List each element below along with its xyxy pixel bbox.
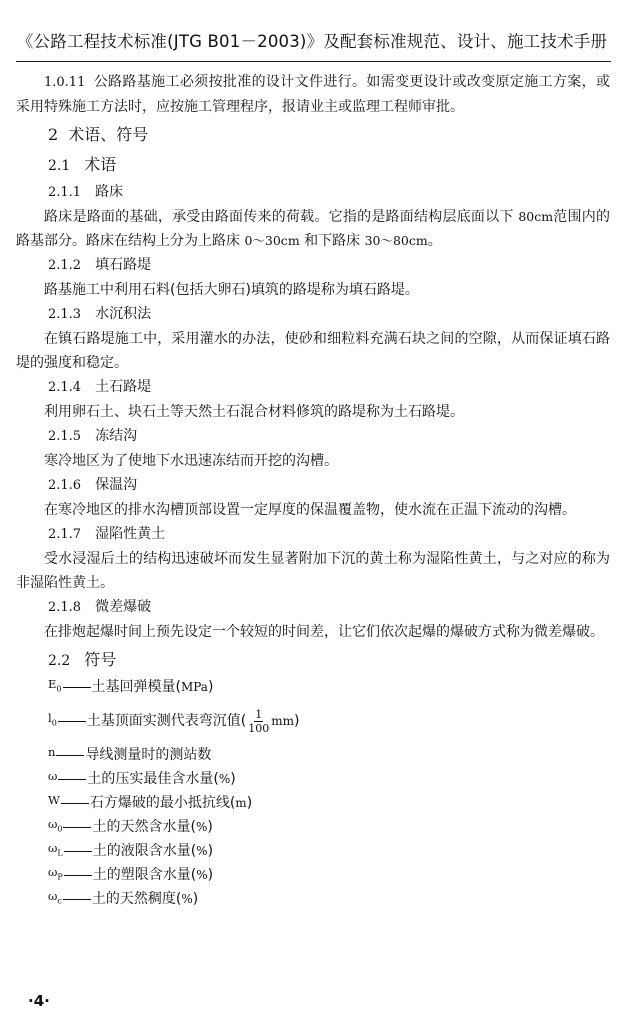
term-number: 2.1.8 — [48, 600, 82, 615]
paren-close: ) — [207, 679, 214, 695]
term-definition — [16, 205, 610, 253]
term-title: 保温沟 — [95, 477, 138, 493]
term-definition: 寒冷地区为了使地下水迅速冻结而开挖的沟槽。 — [44, 453, 338, 469]
symbol-description: 土的液限含水量( — [92, 843, 197, 859]
depth-range: 0～30cm — [244, 233, 300, 248]
term-heading — [48, 253, 610, 278]
em-dash — [58, 779, 86, 780]
term-title: 填石路堤 — [95, 257, 152, 273]
section-heading-2-2 — [48, 646, 610, 675]
term-number: 2.1.7 — [48, 527, 82, 542]
symbol-letter: ω — [48, 841, 58, 856]
symbol-row — [48, 863, 610, 887]
chapter-number: 2 — [48, 125, 59, 144]
symbol-row — [48, 815, 610, 839]
fraction-denominator: 100 — [248, 721, 270, 735]
symbol-unit: MPa — [180, 680, 208, 694]
em-dash — [64, 851, 92, 852]
section-number: 2.2 — [48, 653, 71, 669]
symbol-subscript: 0 — [57, 824, 63, 834]
term-title: 水沉积法 — [95, 306, 152, 322]
header-rule — [16, 61, 611, 62]
em-dash — [63, 827, 91, 828]
section-title: 符号 — [84, 650, 117, 669]
symbol-letter: n — [48, 745, 56, 760]
symbol-unit: mm — [271, 714, 295, 728]
chapter-heading — [48, 121, 610, 149]
em-dash — [64, 875, 92, 876]
symbol-description: 土的天然含水量( — [92, 819, 196, 835]
definition-text: 。 — [427, 233, 442, 249]
symbol-subscript: P — [57, 872, 63, 882]
symbol-unit: % — [196, 844, 208, 858]
term-definition: 受水浸湿后土的结构迅速破坏而发生显著附加下沉的黄土称为湿陷性黄土，与之对应的称为非湿陷性黄土。 — [16, 551, 610, 591]
term-definition: 在寒冷地区的排水沟槽顶部设置一定厚度的保温覆盖物，使水流在正温下流动的沟槽。 — [44, 502, 576, 518]
symbol-subscript: L — [57, 848, 63, 858]
term-heading — [48, 375, 610, 400]
symbol-subscript: c — [57, 896, 62, 906]
depth-value: 80cm — [518, 209, 554, 224]
symbol-row — [48, 699, 610, 743]
term-definition: 在镇石路堤施工中，采用灌水的办法，使砂和细粒料充满石块之间的空隙，从而保证填石路堤的强度和稳定。 — [16, 331, 610, 371]
clause-number: 1.0.11 — [44, 75, 86, 90]
symbol-description: 土的压实最佳含水量( — [87, 771, 219, 787]
symbol-description: 土的天然稠度( — [91, 891, 182, 907]
paren-close: ) — [294, 713, 300, 729]
symbol-description: 导线测量时的测站数 — [85, 747, 212, 763]
em-dash — [63, 687, 91, 688]
symbol-row — [48, 675, 610, 699]
term-number: 2.1.3 — [48, 307, 82, 322]
paren-close: ) — [207, 819, 213, 835]
symbol-unit: % — [196, 868, 208, 882]
term-title: 土石路堤 — [95, 379, 152, 395]
symbol-letter: ω — [48, 889, 58, 904]
term-heading — [48, 180, 610, 205]
symbol-unit: % — [181, 892, 193, 906]
symbol-description: 土基回弹模量( — [91, 679, 181, 695]
paren-close: ) — [207, 867, 214, 883]
symbol-description: 石方爆破的最小抵抗线( — [89, 795, 236, 811]
term-heading — [48, 424, 610, 449]
em-dash — [61, 803, 89, 804]
em-dash — [63, 899, 91, 900]
symbol — [48, 672, 62, 701]
term-heading — [48, 302, 610, 327]
clause-text: 公路路基施工必须按批准的设计文件进行。如需变更设计或改变原定施工方案，或采用特殊施工方法时，应按施工管理程序，报请业主或监理工程师审批。 — [16, 74, 610, 115]
symbol-unit: % — [218, 772, 231, 786]
section-heading-2-1 — [48, 151, 610, 180]
definition-text: 范围内的路基部分。路床在结构上分为上路床 — [16, 209, 611, 249]
em-dash — [58, 721, 86, 722]
term-number: 2.1.1 — [48, 185, 82, 200]
running-header: 《公路工程技术标准(JTG B01－2003)》及配套标准规范、设计、施工技术手册 — [16, 32, 608, 51]
term-title: 湿陷性黄土 — [95, 526, 166, 542]
symbol-description: 土基顶面实测代表弯沉值( — [86, 713, 247, 729]
term-heading — [48, 522, 610, 547]
clause-1-0-11 — [16, 70, 610, 119]
term-heading — [48, 595, 610, 620]
term-title: 冻结沟 — [95, 428, 138, 444]
symbol-row — [48, 839, 610, 863]
term-definition: 路基施工中利用石料(包括大卵石)填筑的路堤称为填石路堤。 — [44, 282, 419, 298]
section-number: 2.1 — [48, 158, 71, 174]
symbol-letter: ω — [48, 769, 58, 784]
symbol-subscript: 0 — [51, 718, 57, 728]
paren-close: ) — [230, 771, 236, 787]
paren-close: ) — [246, 795, 253, 811]
em-dash — [56, 755, 84, 756]
depth-range: 30～80cm — [364, 233, 428, 248]
symbol-row — [48, 743, 610, 767]
term-definition: 利用卵石土、块石土等天然土石混合材料修筑的路堤称为土石路堤。 — [44, 404, 464, 420]
term-title: 路床 — [95, 184, 124, 200]
symbol-description: 土的塑限含水量( — [92, 867, 197, 883]
page-number: ·4· — [28, 992, 50, 1010]
term-number: 2.1.6 — [48, 478, 82, 493]
symbol-letter: E — [48, 677, 57, 692]
definition-text: 路床是路面的基础，承受由路面传来的荷载。它指的是路面结构层底面以下 — [44, 209, 514, 225]
paren-close: ) — [207, 843, 214, 859]
symbol-unit: m — [235, 796, 247, 810]
term-number: 2.1.2 — [48, 258, 82, 273]
page-body — [16, 70, 610, 911]
symbol-letter: W — [48, 793, 60, 808]
term-number: 2.1.4 — [48, 380, 82, 395]
fraction-numerator: 1 — [255, 707, 263, 721]
symbol-unit: % — [195, 820, 208, 834]
symbol-letter: l — [48, 711, 52, 726]
section-title: 术语 — [84, 155, 117, 174]
symbol-row — [48, 887, 610, 911]
symbol-row — [48, 767, 610, 791]
symbol-letter: ω — [48, 865, 58, 880]
term-title: 微差爆破 — [95, 599, 152, 615]
chapter-title: 术语、符号 — [68, 125, 149, 144]
symbol-subscript: 0 — [56, 684, 62, 694]
term-definition: 在排炮起爆时间上预先设定一个较短的时间差，让它们依次起爆的爆破方式称为微差爆破。 — [44, 624, 604, 640]
symbol — [48, 884, 62, 913]
definition-text: 和下路床 — [304, 233, 361, 249]
symbol-list — [48, 675, 610, 911]
symbol — [48, 706, 57, 735]
symbol-letter: ω — [48, 817, 58, 832]
term-number: 2.1.5 — [48, 429, 82, 444]
paren-close: ) — [192, 891, 199, 907]
symbol-row — [48, 791, 610, 815]
term-heading — [48, 473, 610, 498]
fraction — [248, 708, 269, 735]
